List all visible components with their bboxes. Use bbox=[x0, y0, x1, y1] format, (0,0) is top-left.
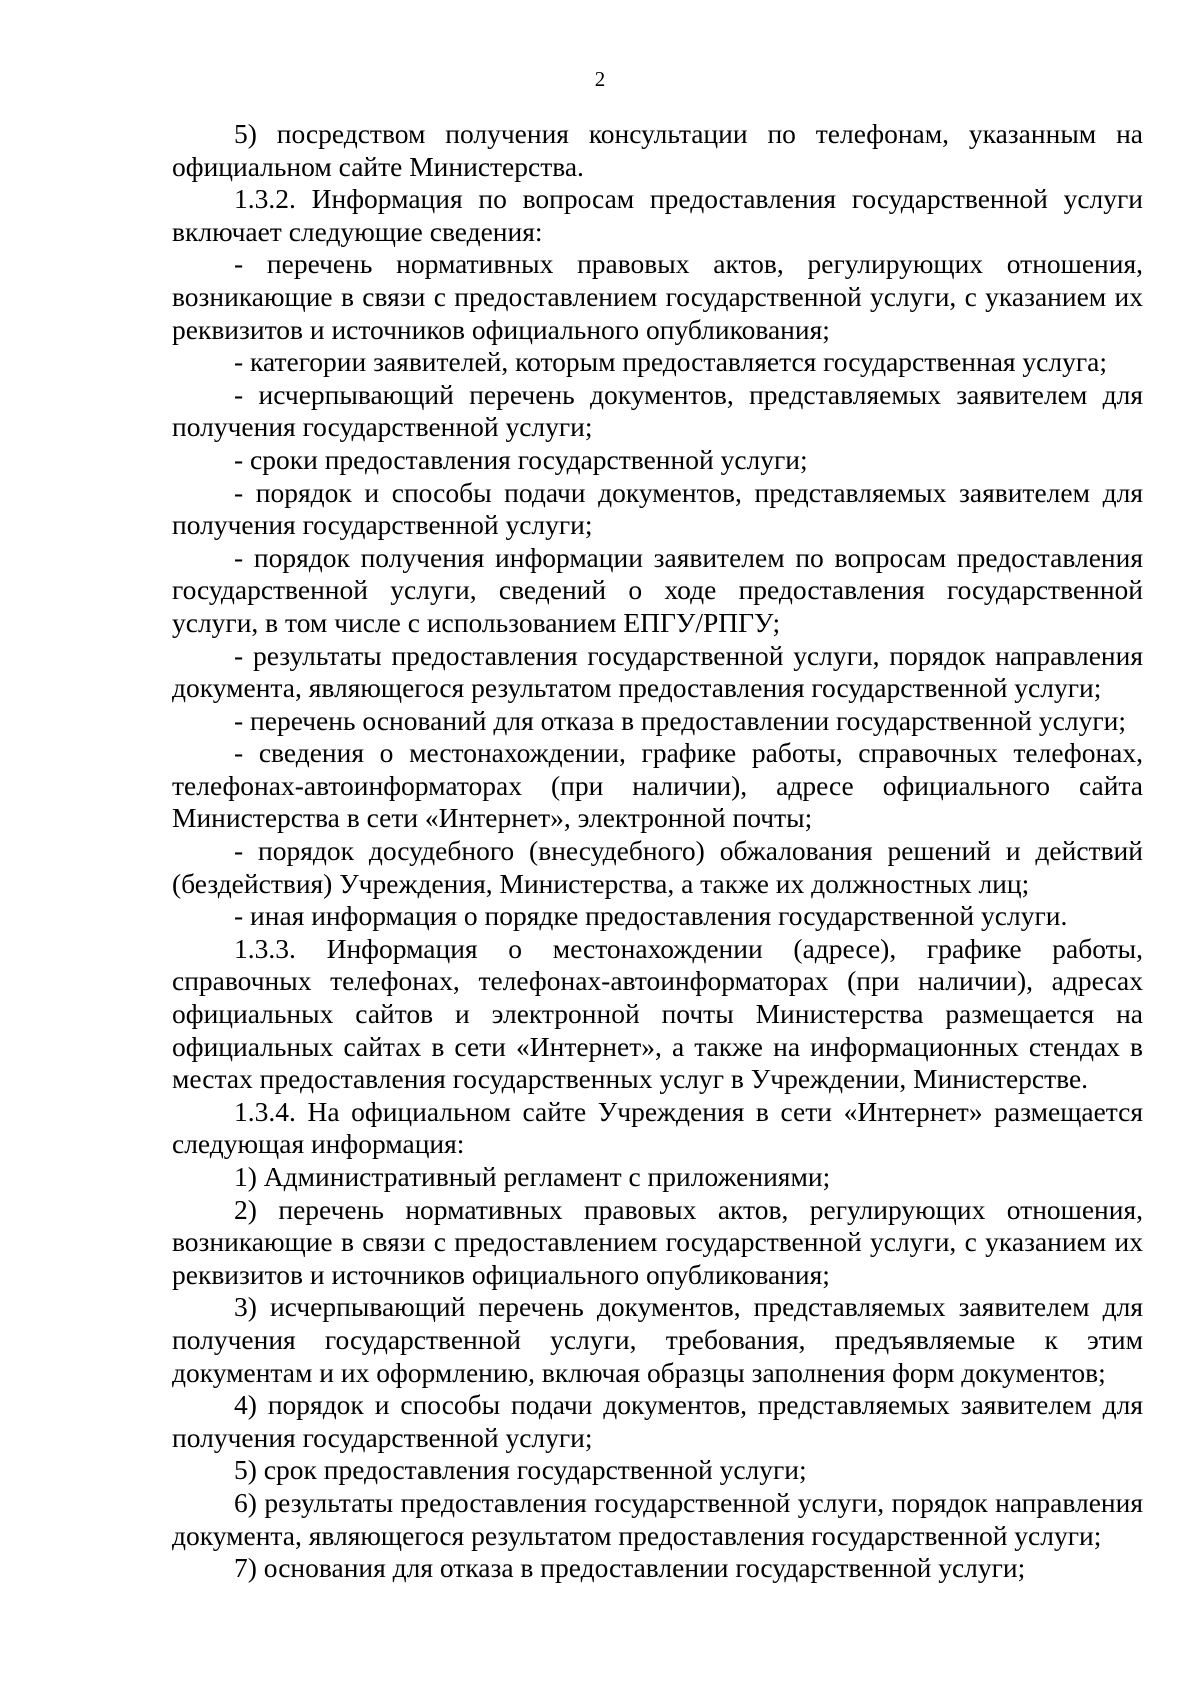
numbered-item-1: 1) Административный регламент с приложениями; bbox=[234, 1161, 831, 1192]
list-item-location-contacts: - сведения о местонахождении, графике работы, справочных телефонах, телефонах-автоинформаторах (при наличии), адресе официального сайта Министерства в сети «Интернет», электронной почты; bbox=[172, 737, 1143, 834]
list-item-applicant-categories: - категории заявителей, которым предоставляется государственная услуга; bbox=[234, 346, 1107, 378]
numbered-item-7: 7) основания для отказа в предоставлении государственной услуги; bbox=[234, 1552, 1026, 1584]
list-item-other-information: - иная информация о порядке предоставления государственной услуги. bbox=[234, 900, 1068, 932]
document-body bbox=[172, 118, 1143, 1585]
paragraph-1-3-2-heading: 1.3.2. Информация по вопросам предоставления государственной услуги включает следующие сведения: bbox=[172, 183, 1143, 247]
paragraph-1-3-4-heading: 1.3.4. На официальном сайте Учреждения в сети «Интернет» размещается следующая информация: bbox=[172, 1095, 1143, 1160]
list-item-information-procedure: - порядок получения информации заявителем по вопросам предоставления государственной услуги, сведений о ходе предоставления государственной услуги, в том числе с использованием ЕПГУ/РПГУ; bbox=[172, 541, 1143, 638]
list-item-service-results: - результаты предоставления государственной услуги, порядок направления документа, являющегося результатом предоставления государственной услуги; bbox=[172, 639, 1143, 704]
paragraph-1-3-3: 1.3.3. Информация о местонахождении (адресе), графике работы, справочных телефонах, телефонах-автоинформаторах (при наличии), адресах официальных сайтов и электронной почты Министерства размещается на официальных сайтах в сети «Интернет», а также на информационных стендах в местах предоставления государственных услуг в Учреждении, Министерстве. bbox=[172, 932, 1143, 1095]
numbered-item-6: 6) результаты предоставления государственной услуги, порядок направления документа, являющегося результатом предоставления государственной услуги; bbox=[172, 1486, 1143, 1551]
paragraph-consultation-phone: 5) посредством получения консультации по телефонам, указанным на официальном сайте Министерства. bbox=[172, 118, 1143, 182]
list-item-appeal-procedure: - порядок досудебного (внесудебного) обжалования решений и действий (бездействия) Учреждения, Министерства, а также их должностных лиц; bbox=[172, 835, 1143, 899]
numbered-item-2: 2) перечень нормативных правовых актов, регулирующих отношения, возникающие в связи с предоставлением государственной услуги, с указанием их реквизитов и источников официального опубликования; bbox=[172, 1193, 1143, 1290]
numbered-item-5: 5) срок предоставления государственной услуги; bbox=[234, 1454, 807, 1486]
page-number: 2 bbox=[594, 67, 606, 91]
list-item-service-terms: - сроки предоставления государственной услуги; bbox=[234, 443, 808, 475]
list-item-required-documents: - исчерпывающий перечень документов, представляемых заявителем для получения государственной услуги; bbox=[172, 378, 1143, 443]
numbered-item-4: 4) порядок и способы подачи документов, представляемых заявителем для получения государственной услуги; bbox=[172, 1389, 1143, 1453]
list-item-submission-methods: - порядок и способы подачи документов, представляемых заявителем для получения государственной услуги; bbox=[172, 476, 1143, 541]
list-item-legal-acts: - перечень нормативных правовых актов, регулирующих отношения, возникающие в связи с предоставлением государственной услуги, с указанием их реквизитов и источников официального опубликования; bbox=[172, 248, 1143, 345]
list-item-refusal-grounds: - перечень оснований для отказа в предоставлении государственной услуги; bbox=[234, 704, 1126, 736]
numbered-item-3: 3) исчерпывающий перечень документов, представляемых заявителем для получения государственной услуги, требования, предъявляемые к этим документам и их оформлению, включая образцы заполнения форм документов; bbox=[172, 1291, 1143, 1388]
